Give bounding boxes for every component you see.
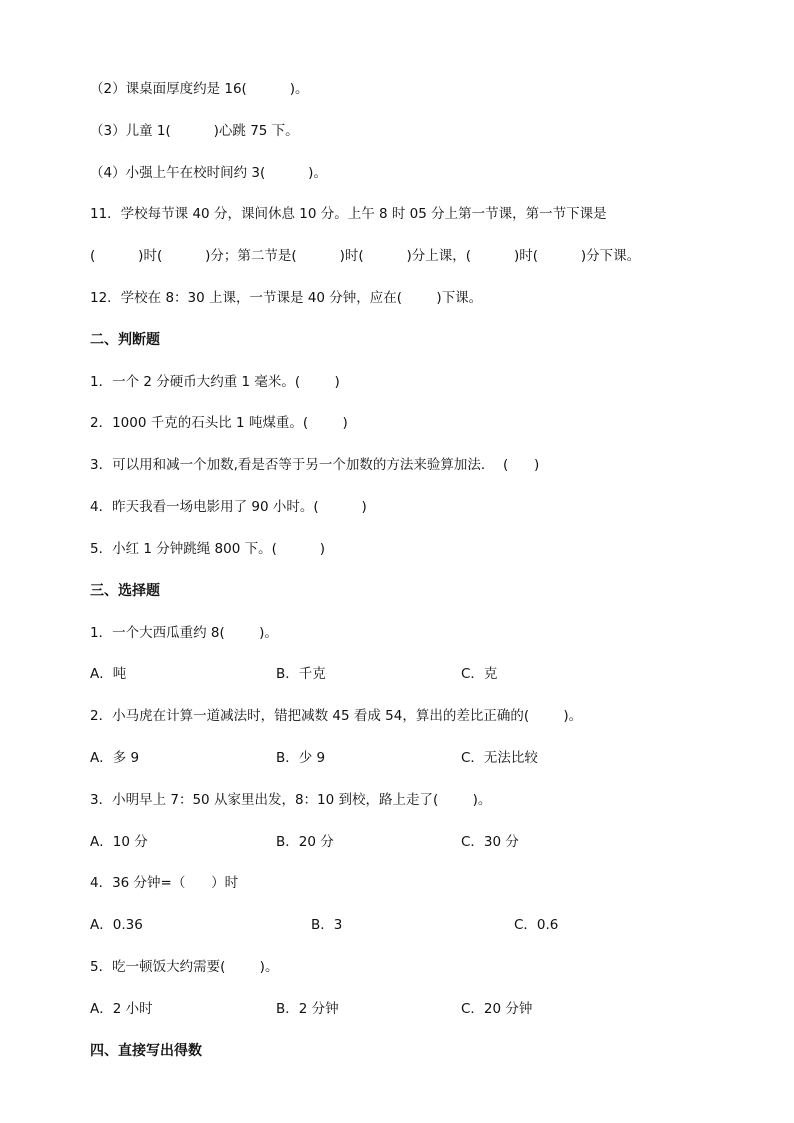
choice-5-option-b: B．2 分钟 [276, 1001, 339, 1017]
choice-5-option-a: A．2 小时 [90, 1001, 153, 1017]
choice-3-option-b: B．20 分 [276, 834, 334, 850]
choice-question-4: 4．36 分钟=（ ）时 [90, 875, 239, 891]
judge-item-4: 4．昨天我看一场电影用了 90 小时。( ) [90, 499, 367, 515]
judge-item-2: 2．1000 千克的石头比 1 吨煤重。( ) [90, 415, 348, 431]
section-title-judge: 二、判断题 [90, 332, 160, 348]
choice-1-option-c: C．克 [461, 666, 498, 682]
choice-question-5: 5．吃一顿饭大约需要( )。 [90, 959, 279, 975]
choice-2-option-c: C．无法比较 [461, 750, 538, 766]
fill-in-item-2: （2）课桌面厚度约是 16( )。 [90, 81, 309, 97]
fill-in-item-3: （3）儿童 1( )心跳 75 下。 [90, 123, 299, 139]
choice-3-option-a: A．10 分 [90, 834, 148, 850]
choice-question-1: 1．一个大西瓜重约 8( )。 [90, 625, 278, 641]
choice-2-option-a: A．多 9 [90, 750, 140, 766]
question-11-blanks: ( )时( )分；第二节是( )时( )分上课，( )时( )分下课。 [90, 248, 641, 264]
question-11: 11．学校每节课 40 分，课间休息 10 分。上午 8 时 05 分上第一节课，第一节下课是 [90, 206, 607, 222]
choice-question-2: 2．小马虎在计算一道减法时，错把减数 45 看成 54，算出的差比正确的( )。 [90, 708, 583, 724]
choice-1-option-a: A．吨 [90, 666, 127, 682]
choice-2-option-b: B．少 9 [276, 750, 326, 766]
fill-in-item-4: （4）小强上午在校时间约 3( )。 [90, 165, 327, 181]
judge-item-5: 5．小红 1 分钟跳绳 800 下。( ) [90, 541, 326, 557]
choice-3-option-c: C．30 分 [461, 834, 519, 850]
section-title-choice: 三、选择题 [90, 583, 160, 599]
judge-item-1: 1．一个 2 分硬币大约重 1 毫米。( ) [90, 374, 340, 390]
question-12: 12．学校在 8：30 上课，一节课是 40 分钟，应在( )下课。 [90, 290, 483, 306]
choice-4-option-a: A．0.36 [90, 917, 143, 933]
section-title-direct-answer: 四、直接写出得数 [90, 1043, 202, 1059]
choice-question-3: 3．小明早上 7：50 从家里出发，8：10 到校，路上走了( )。 [90, 792, 492, 808]
choice-5-option-c: C．20 分钟 [461, 1001, 533, 1017]
judge-item-3: 3．可以用和减一个加数,看是否等于另一个加数的方法来验算加法． ( ) [90, 457, 540, 473]
choice-4-option-c: C．0.6 [514, 917, 559, 933]
choice-1-option-b: B．千克 [276, 666, 326, 682]
choice-4-option-b: B．3 [311, 917, 343, 933]
